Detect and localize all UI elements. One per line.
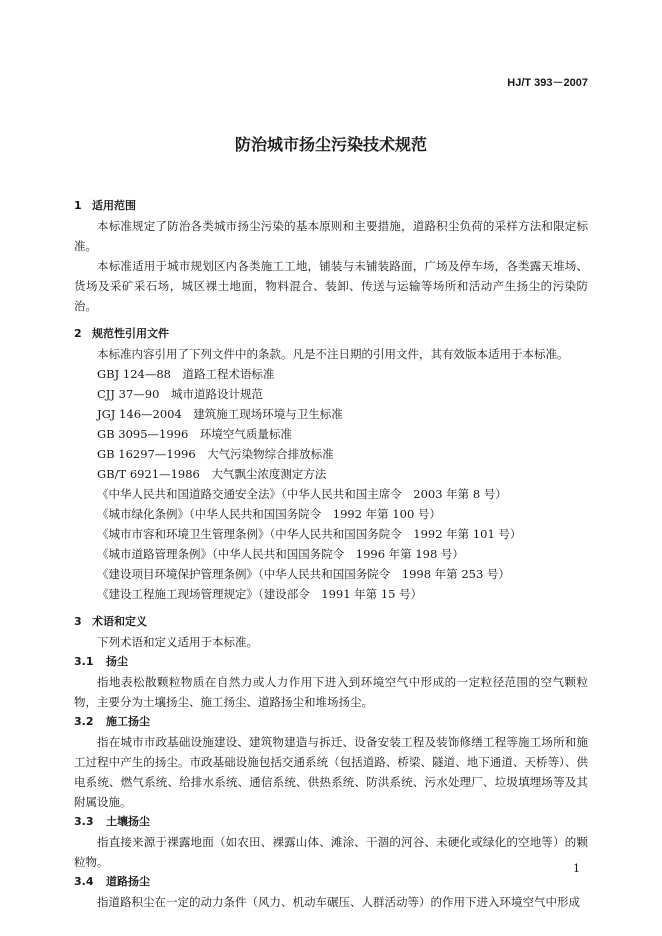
section-number: 2 [74, 327, 82, 340]
section-heading-2 [74, 324, 588, 344]
term-heading [74, 812, 588, 832]
reference-item: 《城市市容和环境卫生管理条例》（中华人民共和国国务院令 1992 年第 101 号） [97, 527, 522, 541]
section-number: 1 [74, 199, 82, 212]
reference-item: 《城市绿化条例》（中华人民共和国国务院令 1992 年第 100 号） [97, 507, 441, 521]
reference-item: 《城市道路管理条例》（中华人民共和国国务院令 1996 年第 198 号） [97, 547, 464, 561]
term-number: 3.2 [74, 715, 94, 728]
term-number: 3.4 [74, 875, 94, 888]
section-title: 规范性引用文件 [92, 327, 169, 340]
reference-item: GB 16297—1996 大气污染物综合排放标准 [97, 447, 334, 461]
paragraph: 本标准规定了防治各类城市扬尘污染的基本原则和主要措施，道路积尘负荷的采样方法和限定标准。 [74, 219, 588, 253]
term-definition: 指在城市市政基础设施建设、建筑物建造与拆迁、设备安装工程及装饰修缮工程等施工场所和施工过程中产生的扬尘。市政基础设施包括交通系统（包括道路、桥梁、隧道、地下通道、天桥等）、供电系统、燃气系统、给排水系统、通信系统、供热系统、防洪系统、污水处理厂、垃圾填埋场等及其附属设施。 [74, 735, 588, 809]
page-number: 1 [573, 862, 580, 875]
section-number: 3 [74, 615, 82, 628]
term-title: 扬尘 [106, 655, 128, 668]
reference-item: 《中华人民共和国道路交通安全法》（中华人民共和国主席令 2003 年第 8 号） [97, 487, 507, 501]
term-title: 道路扬尘 [106, 875, 150, 888]
reference-item: GBJ 124—88 道路工程术语标准 [97, 367, 275, 381]
term-heading [74, 652, 588, 672]
section-title: 适用范围 [92, 199, 136, 212]
term-definition: 指直接来源于裸露地面（如农田、裸露山体、滩涂、干涸的河谷、未硬化或绿化的空地等）的颗粒物。 [74, 835, 588, 869]
term-heading [74, 872, 588, 892]
term-number: 3.1 [74, 655, 94, 668]
term-title: 施工扬尘 [106, 715, 150, 728]
section-title: 术语和定义 [92, 615, 147, 628]
paragraph: 本标准适用于城市规划区内各类施工工地，铺装与未铺装路面，广场及停车场，各类露天堆场、货场及采矿采石场，城区裸土地面，物料混合、装卸、传送与运输等场所和活动产生扬尘的污染防治。 [74, 259, 588, 313]
reference-item: JGJ 146—2004 建筑施工现场环境与卫生标准 [97, 407, 343, 421]
standard-code: HJ/T 393－2007 [507, 77, 588, 89]
reference-item: 《建设项目环境保护管理条例》（中华人民共和国国务院令 1998 年第 253 号） [97, 567, 510, 581]
term-title: 土壤扬尘 [106, 815, 150, 828]
document-body [74, 196, 588, 912]
paragraph: 下列术语和定义适用于本标准。 [97, 635, 258, 649]
reference-item: GB/T 6921—1986 大气飘尘浓度测定方法 [97, 467, 327, 481]
term-definition: 指地表松散颗粒物质在自然力或人力作用下进入到环境空气中形成的一定粒径范围的空气颗粒物，主要分为土壤扬尘、施工扬尘、道路扬尘和堆场扬尘。 [74, 675, 588, 709]
section-heading-3 [74, 612, 588, 632]
section-heading-1 [74, 196, 588, 216]
term-definition: 指道路积尘在一定的动力条件（风力、机动车碾压、人群活动等）的作用下进入环境空气中形成 [97, 895, 580, 909]
document-title: 防治城市扬尘污染技术规范 [234, 135, 427, 154]
reference-item: CJJ 37—90 城市道路设计规范 [97, 387, 263, 401]
term-number: 3.3 [74, 815, 94, 828]
reference-item: GB 3095—1996 环境空气质量标准 [97, 427, 292, 441]
paragraph: 本标准内容引用了下列文件中的条款。凡是不注日期的引用文件，其有效版本适用于本标准。 [97, 347, 569, 361]
reference-item: 《建设工程施工现场管理规定》（建设部令 1991 年第 15 号） [97, 587, 423, 601]
term-heading [74, 712, 588, 732]
